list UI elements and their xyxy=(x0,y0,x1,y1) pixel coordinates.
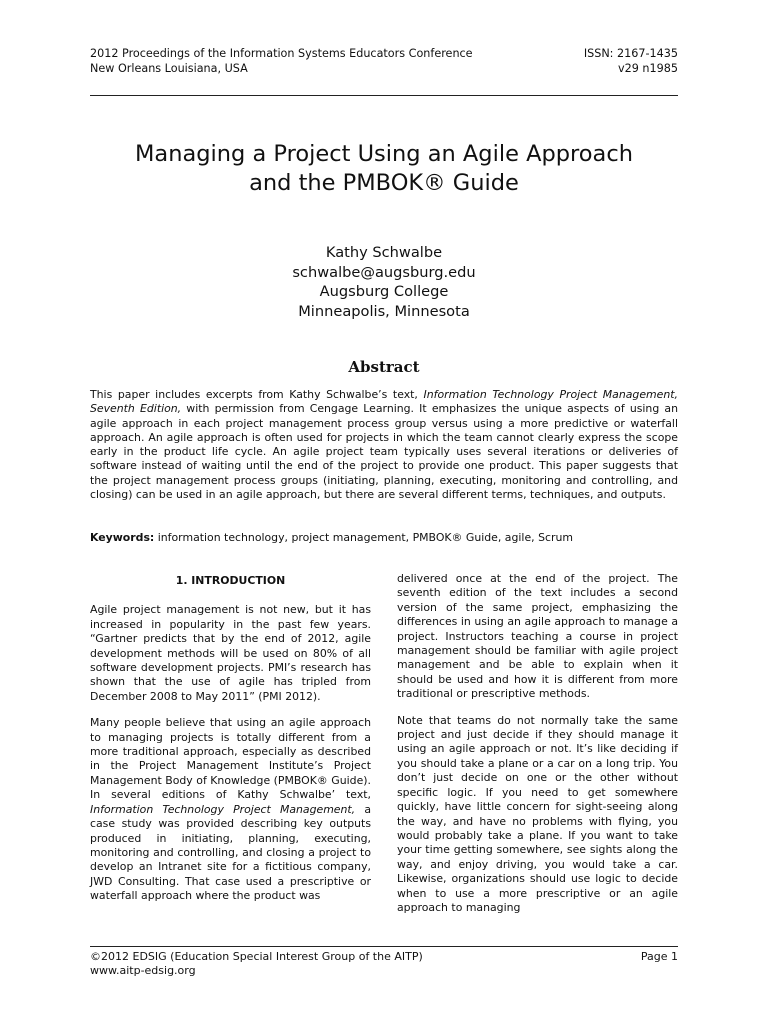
author-name: Kathy Schwalbe xyxy=(325,244,443,261)
paragraph-2-book-title: Information Technology Project Management, xyxy=(90,802,356,816)
author-city: Minneapolis, Minnesota xyxy=(298,302,470,320)
title-line-1: Managing a Project Using an Agile Approach xyxy=(135,141,633,167)
header-left xyxy=(90,46,473,76)
paragraph-2 xyxy=(90,716,371,903)
paragraph-1: Agile project management is not new, but it has increased in popularity in the past few years. “Gartner predicts that by the end of 2012, agile development methods will be used on 80% of all software development projects. PMI’s research has shown that the use of agile has tripled from December 2008 to May 2011” (PMI 2012). xyxy=(90,603,371,703)
footer-divider xyxy=(90,946,678,947)
abstract-part-2: with permission from Cengage Learning. It emphasizes the unique aspects of using an agile approach in each project management process group versus using a more predictive or waterfall approach. An agile approach is often used for projects in which the team cannot clearly express the scope early in the product life cycle. An agile project team typically uses several iterations or deliveries of software instead of waiting until the end of the project to provide one product. This paper suggests that the project management process groups (initiating, planning, executing, monitoring and controlling, and closing) can be used in an agile approach, but there are several different terms, techniques, and outputs. xyxy=(90,402,678,502)
author-email: schwalbe@augsburg.edu xyxy=(292,263,476,281)
keywords-list: information technology, project management, PMBOK® Guide, agile, Scrum xyxy=(154,531,573,544)
website-url: www.aitp-edsig.org xyxy=(90,964,196,977)
page-number: Page 1 xyxy=(640,950,678,963)
abstract-text xyxy=(90,388,678,502)
footer-left xyxy=(90,950,423,978)
header-divider xyxy=(90,95,678,96)
paragraph-2-part-2: a case study was provided describing key outputs produced in initiating, planning, executing, monitoring and controlling, and closing a project to develop an Intranet site for a fictitious company, JWD Consulting. That case used a prescriptive or waterfall approach where the product was xyxy=(90,802,371,903)
paper-page xyxy=(90,0,678,1024)
conference-name: 2012 Proceedings of the Information Systems Educators Conference xyxy=(90,47,473,60)
copyright: ©2012 EDSIG (Education Special Interest Group of the AITP) xyxy=(90,950,423,963)
paragraph-2-part-1: Many people believe that using an agile approach to managing projects is totally different from a more traditional approach, especially as described in the Project Management Institute’s Project Management Body of Knowledge (PMBOK® Guide). In several editions of Kathy Schwalbe’ text, xyxy=(90,716,371,802)
issn: ISSN: 2167-1435 xyxy=(583,47,678,60)
author-block xyxy=(90,243,678,321)
abstract-heading: Abstract xyxy=(348,358,420,376)
paragraph-3: delivered once at the end of the project. The seventh edition of the text includes a second version of the same project, emphasizing the differences in using an agile approach to manage a project. Instructors teaching a course in project management should be familiar with agile project management and be able to explain when it should be used and how it is different from more traditional or prescriptive methods. xyxy=(397,572,678,701)
section-heading-introduction: 1. INTRODUCTION xyxy=(175,574,286,587)
title-line-2: and the PMBOK® Guide xyxy=(249,170,519,196)
paragraph-4: Note that teams do not normally take the same project and just decide if they should manage it using an agile approach or not. It’s like deciding if you should take a plane or a car on a long trip. You don’t just decide on one or the other without specific logic. If you need to get somewhere quickly, have little concern for sight-seeing along the way, and have no problems with flying, you would probably take a plane. If you want to take your time getting somewhere, see sights along the way, and enjoy driving, you would take a car. Likewise, organizations should use logic to decide when to use a more prescriptive or an agile approach to managing xyxy=(397,713,678,914)
volume-number: v29 n1985 xyxy=(618,62,678,75)
paper-title xyxy=(90,140,678,198)
keywords-label: Keywords: xyxy=(90,531,155,544)
right-column xyxy=(397,572,678,927)
left-column xyxy=(90,572,371,916)
author-institution: Augsburg College xyxy=(319,283,449,300)
header-right xyxy=(584,46,678,76)
keywords xyxy=(90,530,678,545)
conference-location: New Orleans Louisiana, USA xyxy=(90,62,248,75)
abstract-part-1: This paper includes excerpts from Kathy Schwalbe’s text, xyxy=(90,388,424,401)
abstract-book-title: Information Technology Project Management, Seventh Edition, xyxy=(90,388,678,416)
